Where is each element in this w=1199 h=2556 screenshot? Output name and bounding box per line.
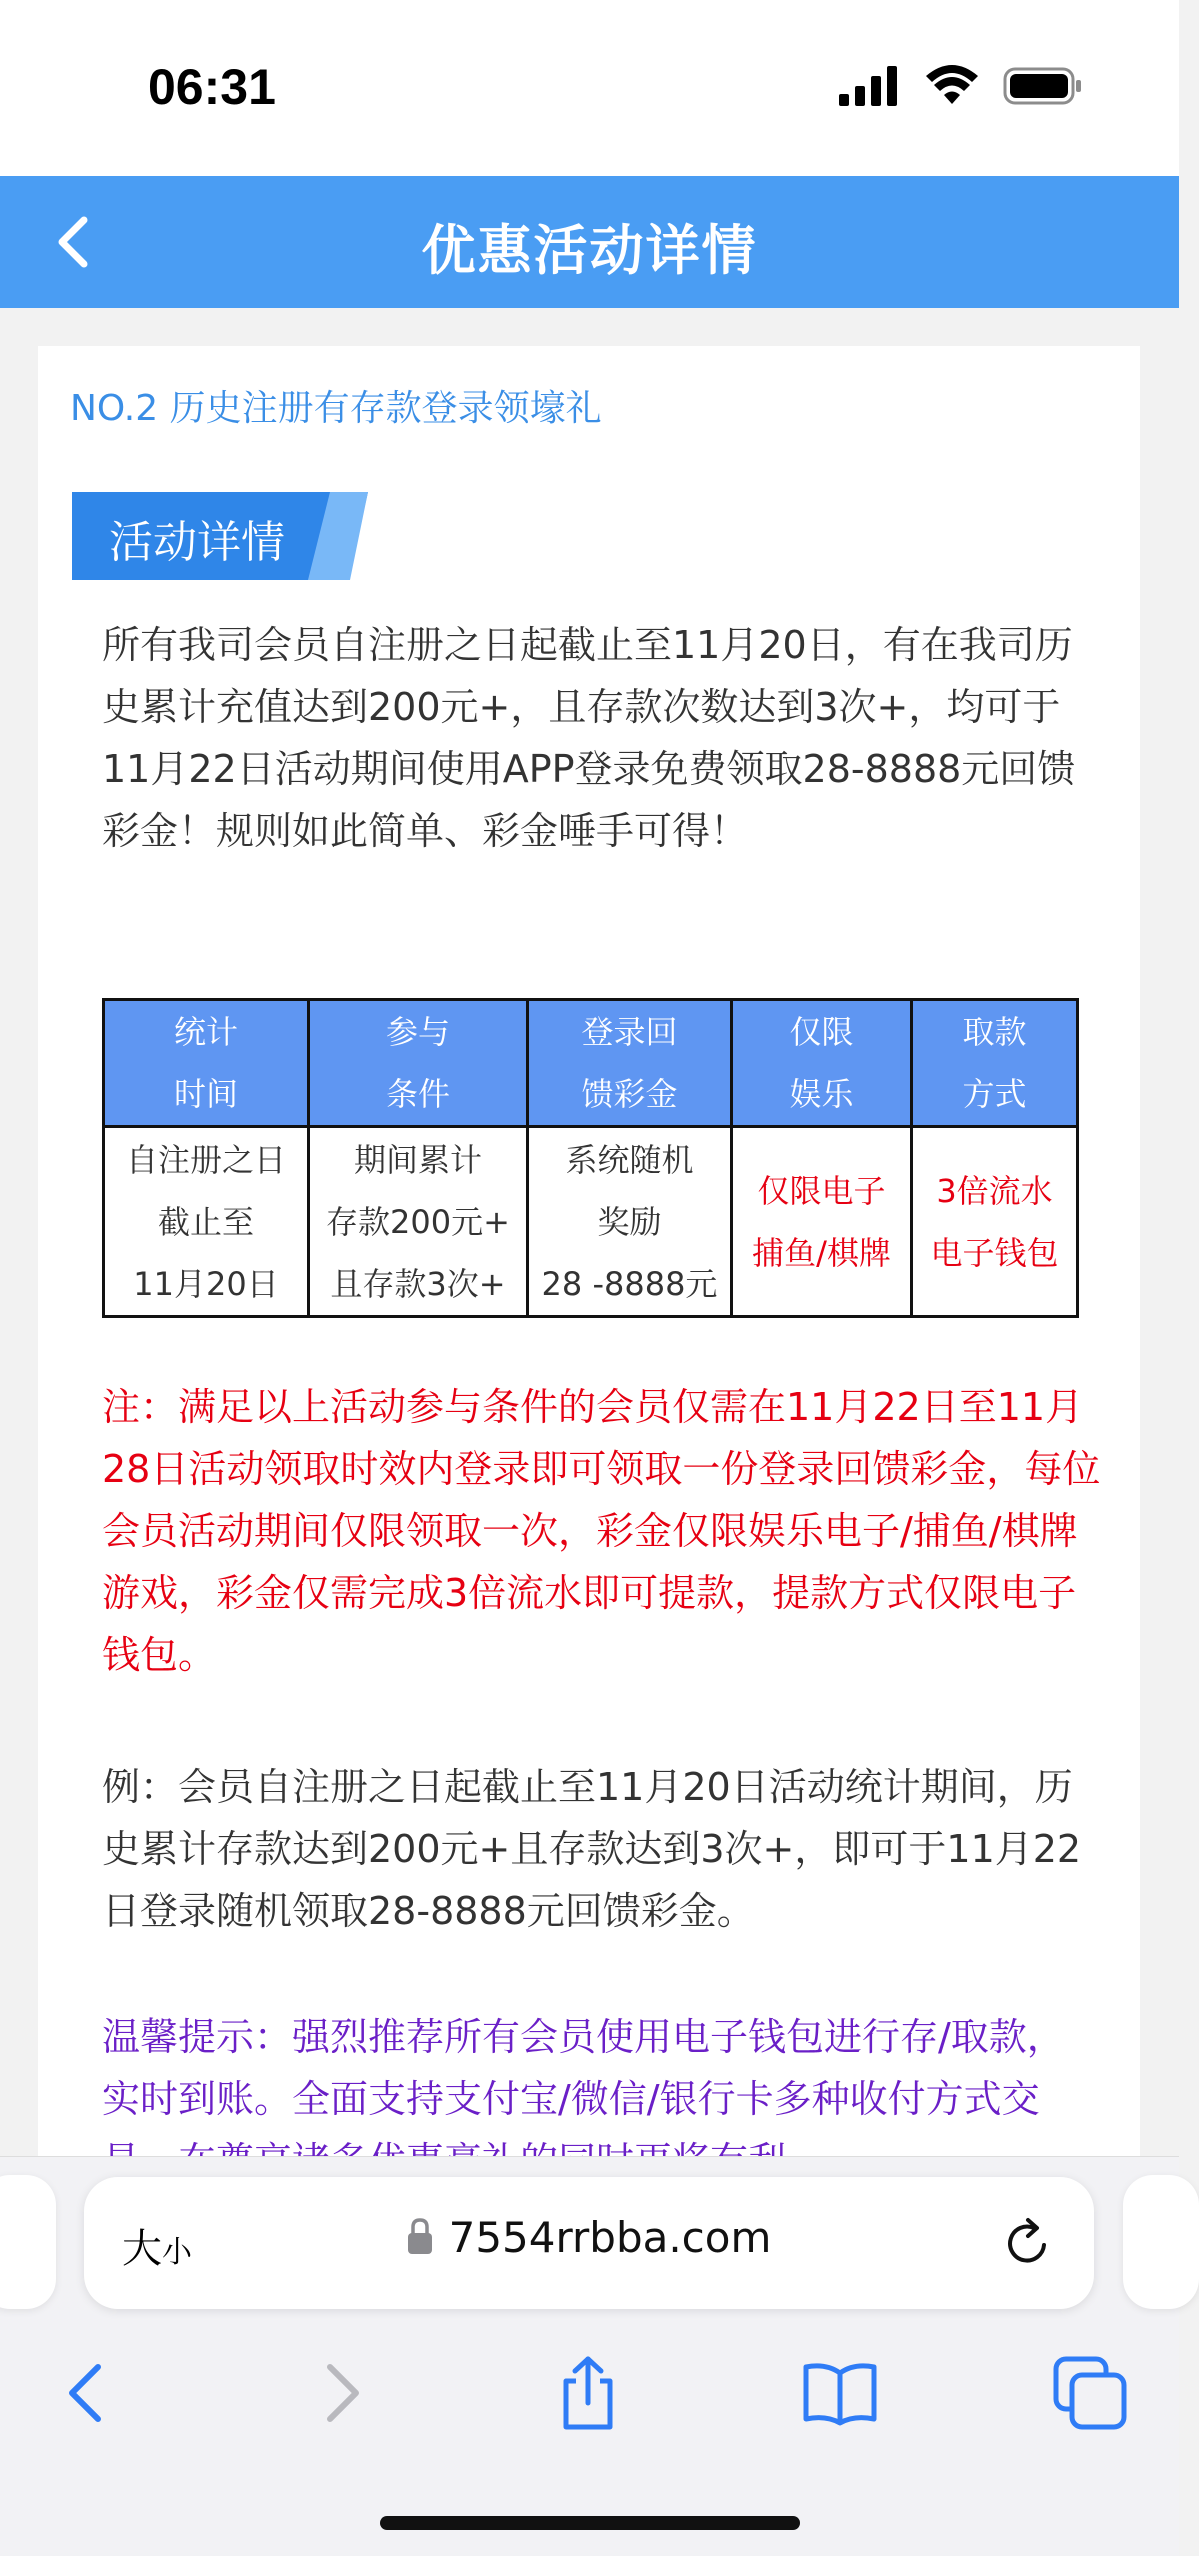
browser-toolbar	[0, 2156, 1179, 2556]
table-cell: 系统随机 奖励 28 -8888元	[528, 1127, 732, 1317]
wifi-icon	[925, 66, 979, 106]
table-cell: 3倍流水 电子钱包	[912, 1127, 1078, 1317]
table-header-cell: 统计 时间	[104, 1000, 309, 1127]
page-title: 优惠活动详情	[421, 219, 758, 282]
promo-tip: 温馨提示：强烈推荐所有会员使用电子钱包进行存/取款，实时到账。全面支持支付宝/微信/银行卡多种收付方式交	[102, 2015, 1065, 2121]
table-cell: 仅限电子 捕鱼/棋牌	[732, 1127, 912, 1317]
table-header-cell: 参与 条件	[309, 1000, 528, 1127]
table-row	[104, 1127, 1078, 1317]
forward-arrow-icon[interactable]	[300, 2353, 380, 2433]
promo-note: 注：满足以上活动参与条件的会员仅需在11月22日至11月28日活动领取时效内登录即可领取一份登录回馈彩金，每位会员活动期间仅限领取一次，彩金仅限娱乐电子/捕鱼/棋牌游戏，彩金仅需完成3倍流水即可提款，提款方式仅限电子钱包。	[102, 1385, 1101, 1677]
tabs-icon[interactable]	[1050, 2353, 1130, 2433]
browser-nav-toolbar	[0, 2353, 1179, 2443]
rules-table	[102, 998, 1079, 1318]
promo-content	[38, 346, 1140, 2156]
bookmarks-icon[interactable]	[800, 2353, 880, 2433]
app-header	[0, 176, 1179, 308]
section-badge	[72, 492, 368, 580]
next-tab-preview[interactable]	[1123, 2175, 1199, 2309]
table-cell: 自注册之日 截止至 11月20日	[104, 1127, 309, 1317]
promo-example: 例：会员自注册之日起截止至11月20日活动统计期间，历史累计存款达到200元+且存款达到3次+，即可于11月22日登录随机领取28-8888元回馈彩金。	[102, 1765, 1082, 1933]
previous-tab-preview[interactable]	[0, 2175, 56, 2309]
url-text: 7554rrbba.com	[448, 2213, 772, 2262]
section-badge-label: 活动详情	[109, 517, 285, 568]
table-header-cell: 仅限 娱乐	[732, 1000, 912, 1127]
battery-icon	[1003, 66, 1083, 106]
lock-icon	[407, 2216, 433, 2256]
table-header-cell: 取款 方式	[912, 1000, 1078, 1127]
table-header-cell: 登录回 馈彩金	[528, 1000, 732, 1127]
promo-title: NO.2 历史注册有存款登录领壕礼	[70, 388, 602, 429]
table-cell: 期间累计 存款200元+ 且存款3次+	[309, 1127, 528, 1317]
status-icons	[839, 66, 1083, 106]
address-bar[interactable]	[84, 2177, 1094, 2309]
status-bar	[0, 0, 1179, 176]
back-arrow-icon[interactable]	[48, 2353, 128, 2433]
table-header-row	[104, 1000, 1078, 1127]
reload-icon[interactable]	[1000, 2215, 1056, 2271]
text-size-button[interactable]: 大小	[122, 2226, 192, 2272]
promo-intro: 所有我司会员自注册之日起截止至11月20日，有在我司历史累计充值达到200元+，且存款次数达到3次+，均可于11月22日活动期间使用APP登录免费领取28-8888元回馈彩金！规则如此简单、彩金唾手可得！	[102, 623, 1076, 853]
home-indicator	[380, 2516, 800, 2530]
status-time: 06:31	[148, 59, 276, 115]
share-icon[interactable]	[548, 2353, 628, 2433]
url-display[interactable]	[84, 2213, 1094, 2262]
cellular-signal-icon	[839, 66, 901, 106]
